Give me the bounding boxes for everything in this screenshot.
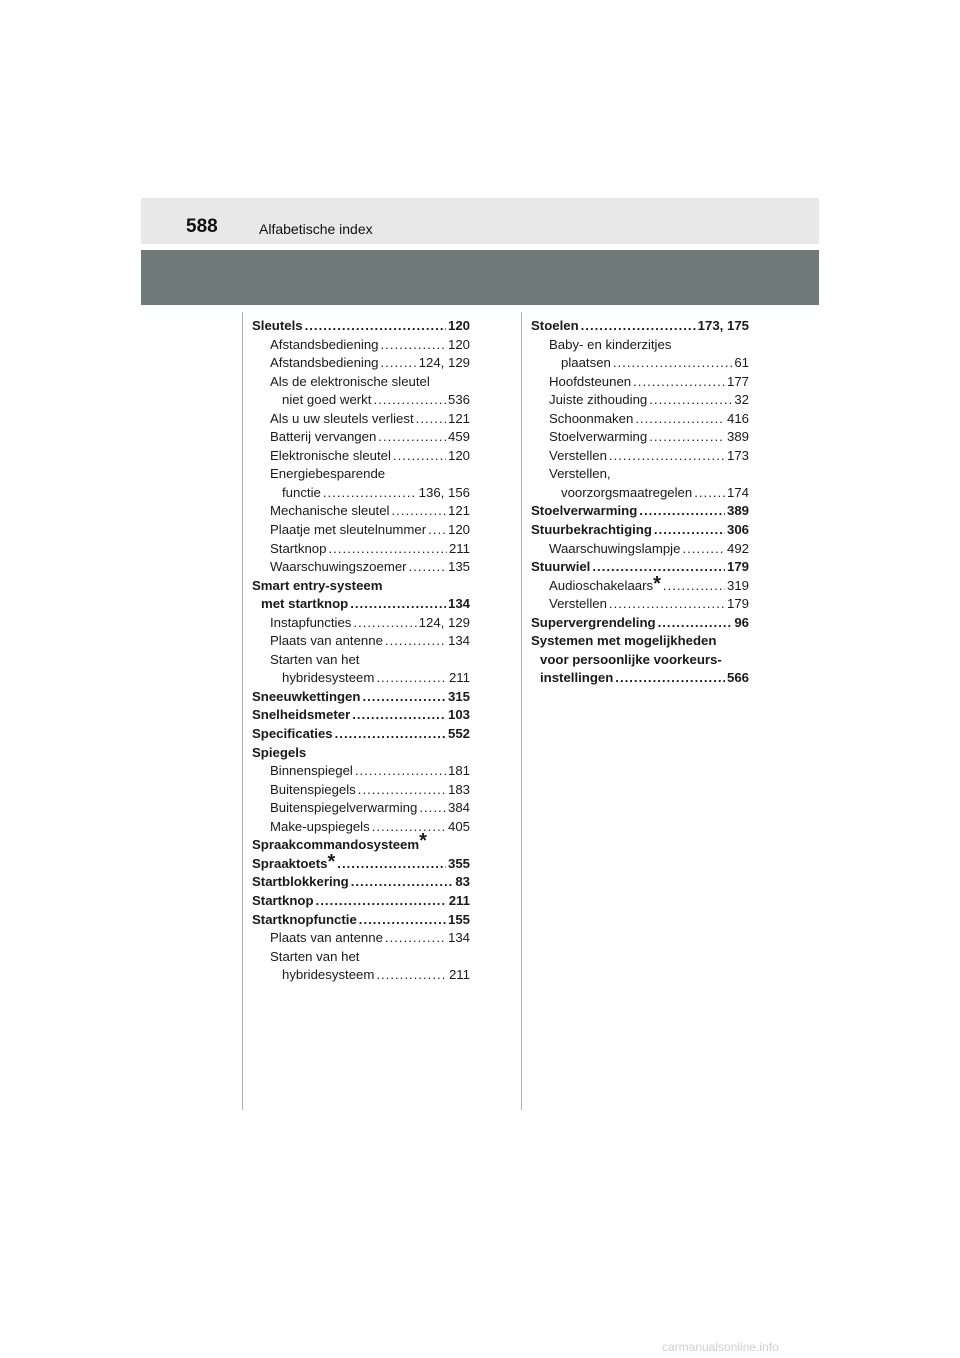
dot-leader	[350, 595, 446, 614]
entry-term: Als u uw sleutels verliest	[270, 410, 414, 426]
page-number: 588	[186, 216, 218, 237]
dot-leader	[609, 595, 725, 614]
dot-leader	[639, 502, 725, 521]
dot-leader	[358, 781, 446, 800]
dot-leader	[419, 799, 446, 818]
index-entry	[252, 688, 470, 707]
entry-term: Sneeuwkettingen	[252, 688, 361, 704]
index-entry	[252, 484, 470, 503]
entry-term: Starten van het	[270, 651, 360, 667]
page-reference: 306	[726, 522, 749, 538]
page-reference: 121	[447, 503, 470, 519]
index-entry	[252, 966, 470, 985]
index-entry	[252, 892, 470, 911]
entry-term: Elektronische sleutel	[270, 447, 391, 463]
dot-leader	[663, 577, 725, 596]
page-reference: 389	[726, 429, 749, 445]
index-entry	[252, 830, 470, 855]
index-entry	[252, 577, 470, 596]
index-entry	[252, 781, 470, 800]
page-reference: 173, 175	[697, 318, 749, 333]
page-reference: 134	[447, 633, 470, 649]
page-reference: 181	[447, 763, 470, 779]
dot-leader	[335, 725, 446, 744]
entry-term: Baby- en kinderzitjes	[549, 336, 672, 352]
dot-leader	[378, 428, 446, 447]
index-entry	[252, 391, 470, 410]
entry-term: Batterij vervangen	[270, 429, 377, 445]
entry-term: Startknopfunctie	[252, 911, 357, 927]
entry-term: Startknop	[252, 892, 314, 908]
page-reference: 384	[447, 800, 470, 816]
page-reference: 405	[447, 818, 470, 834]
index-entry	[531, 502, 749, 521]
entry-term: Supervergrendeling	[531, 614, 656, 630]
entry-term: Sleutels	[252, 318, 303, 333]
dot-leader	[376, 669, 447, 688]
entry-term: Binnenspiegel	[270, 763, 353, 779]
dot-leader	[385, 632, 446, 651]
entry-term: Audioschakelaars	[549, 577, 654, 593]
dot-leader	[381, 354, 417, 373]
index-column-right	[531, 317, 749, 688]
page-reference: 155	[447, 911, 470, 927]
entry-term: Stoelverwarming	[549, 429, 648, 445]
dot-leader	[613, 354, 732, 373]
entry-term: hybridesysteem	[282, 967, 375, 983]
index-entry	[252, 354, 470, 373]
entry-term: plaatsen	[561, 355, 611, 371]
page-reference: 552	[447, 726, 470, 742]
dot-leader	[381, 336, 446, 355]
entry-term: Spiegels	[252, 744, 307, 760]
entry-term: voor persoonlijke voorkeurs-	[540, 651, 722, 667]
index-entry	[252, 465, 470, 484]
index-entry	[252, 744, 470, 763]
page-reference: 416	[726, 410, 749, 426]
page-reference: 179	[726, 559, 749, 575]
entry-term: Buitenspiegelverwarming	[270, 800, 418, 816]
index-entry	[252, 873, 470, 892]
entry-term: Verstellen,	[549, 466, 611, 482]
dot-leader	[305, 317, 446, 336]
page-reference: 459	[447, 429, 470, 445]
dot-leader	[581, 317, 696, 336]
index-entry	[252, 540, 470, 559]
page-reference: 492	[726, 540, 749, 556]
index-entry	[252, 410, 470, 429]
page-reference: 134	[447, 930, 470, 946]
index-entry	[531, 391, 749, 410]
index-entry	[252, 595, 470, 614]
entry-term: Verstellen	[549, 447, 607, 463]
page-reference: 135	[447, 559, 470, 575]
dot-leader	[337, 855, 446, 874]
dot-leader	[353, 614, 416, 633]
page-reference: 566	[726, 670, 749, 686]
page-reference: 174	[726, 484, 749, 500]
entry-term: Buitenspiegels	[270, 781, 356, 797]
index-entry	[531, 317, 749, 336]
dot-leader	[635, 410, 725, 429]
index-entry	[252, 336, 470, 355]
index-entry: Audioschakelaars * ..... 319	[531, 577, 749, 596]
asterisk-marker: *	[419, 830, 427, 853]
entry-term: instellingen	[540, 670, 614, 686]
entry-term: Plaats van antenne	[270, 633, 383, 649]
page-reference: 315	[447, 688, 470, 704]
index-entry	[252, 929, 470, 948]
entry-term: Juiste zithouding	[549, 392, 648, 408]
entry-term: Waarschuwingszoemer	[270, 559, 407, 575]
page-reference: 120	[447, 522, 470, 538]
page-reference: 120	[447, 447, 470, 463]
entry-term: Stuurbekrachtiging	[531, 522, 652, 538]
dot-leader	[351, 873, 454, 892]
page-reference: 179	[726, 596, 749, 612]
index-entry	[531, 428, 749, 447]
page-reference: 96	[734, 614, 749, 630]
dot-leader	[409, 558, 446, 577]
entry-term: Waarschuwingslampje	[549, 540, 681, 556]
entry-term: Afstandsbediening	[270, 336, 379, 352]
index-column-left	[252, 317, 470, 985]
index-entry	[531, 669, 749, 688]
entry-term: Energiebesparende	[270, 466, 386, 482]
page-reference: 83	[455, 874, 470, 890]
entry-term: Snelheidsmeter	[252, 707, 351, 723]
dot-leader	[654, 521, 725, 540]
dot-leader	[359, 911, 446, 930]
dot-leader	[682, 540, 725, 559]
dot-leader	[658, 614, 733, 633]
entry-term: Als de elektronische sleutel	[270, 373, 430, 389]
page-reference: 103	[447, 707, 470, 723]
index-entry	[531, 614, 749, 633]
page-reference: 120	[447, 318, 470, 333]
header-bar	[141, 198, 819, 244]
entry-term: Smart entry-systeem	[252, 577, 383, 593]
page-reference: 124, 129	[418, 614, 470, 630]
index-entry	[252, 911, 470, 930]
entry-term: Stuurwiel	[531, 559, 591, 575]
index-entry	[252, 799, 470, 818]
index-entry	[531, 521, 749, 540]
dot-leader	[609, 447, 725, 466]
dot-leader	[362, 688, 446, 707]
dot-leader	[323, 484, 417, 503]
dot-leader	[352, 706, 446, 725]
entry-term: Instapfuncties	[270, 614, 352, 630]
entry-term: hybridesysteem	[282, 670, 375, 686]
entry-term: niet goed werkt	[282, 392, 372, 408]
page-reference: 183	[447, 781, 470, 797]
column-divider-left	[242, 312, 243, 1110]
index-entry	[252, 669, 470, 688]
index-entry	[531, 373, 749, 392]
dot-leader	[633, 373, 725, 392]
header-band	[141, 250, 819, 305]
entry-term: Schoonmaken	[549, 410, 634, 426]
page-reference: 177	[726, 373, 749, 389]
index-entry	[252, 558, 470, 577]
index-entry	[531, 447, 749, 466]
index-entry	[252, 373, 470, 392]
index-entry	[252, 818, 470, 837]
index-entry	[252, 706, 470, 725]
entry-term: Specificaties	[252, 726, 333, 742]
index-entry	[252, 521, 470, 540]
page-reference: 319	[726, 577, 749, 593]
entry-term: Stoelverwarming	[531, 503, 638, 519]
page-reference: 211	[448, 892, 470, 908]
page-reference: 536	[447, 392, 470, 408]
page-reference: 211	[448, 670, 470, 686]
dot-leader	[355, 762, 446, 781]
entry-term: Plaatje met sleutelnummer	[270, 522, 427, 538]
page-reference: 134	[447, 596, 470, 612]
section-title: Alfabetische index	[259, 221, 373, 237]
index-entry	[252, 632, 470, 651]
index-entry	[252, 614, 470, 633]
entry-term: Make-upspiegels	[270, 818, 370, 834]
page-reference: 121	[447, 410, 470, 426]
index-entry	[531, 558, 749, 577]
page-reference: 211	[448, 967, 470, 983]
page-reference: 211	[448, 540, 470, 556]
dot-leader	[328, 540, 447, 559]
index-entry	[531, 595, 749, 614]
index-entry	[531, 465, 749, 484]
entry-term: Plaats van antenne	[270, 930, 383, 946]
entry-term: voorzorgsmaatregelen	[561, 484, 693, 500]
index-entry	[531, 410, 749, 429]
index-entry	[252, 447, 470, 466]
dot-leader	[615, 669, 725, 688]
index-entry	[531, 354, 749, 373]
dot-leader	[385, 929, 446, 948]
page-reference: 61	[734, 355, 749, 371]
entry-term: Spraaktoets	[252, 855, 328, 871]
entry-term: functie	[282, 484, 321, 500]
index-entry	[252, 762, 470, 781]
dot-leader	[373, 391, 446, 410]
column-divider-right	[521, 312, 522, 1110]
index-entry	[252, 317, 470, 336]
page-reference: 32	[734, 392, 749, 408]
index-entry	[531, 336, 749, 355]
index-entry	[531, 632, 749, 651]
entry-term: Hoofdsteunen	[549, 373, 632, 389]
page-reference: 136, 156	[418, 484, 470, 500]
dot-leader	[428, 521, 446, 540]
entry-term: Startblokkering	[252, 874, 349, 890]
index-entry	[252, 502, 470, 521]
page-reference: 389	[726, 503, 749, 519]
entry-term: Stoelen	[531, 318, 579, 333]
dot-leader	[416, 410, 446, 429]
index-entry: Spraaktoets * ..... 355	[252, 855, 470, 874]
index-entry	[252, 651, 470, 670]
page-reference: 120	[447, 336, 470, 352]
index-entry	[531, 540, 749, 559]
page-reference: 124, 129	[418, 355, 470, 371]
dot-leader	[376, 966, 447, 985]
entry-term: Startknop	[270, 540, 327, 556]
dot-leader	[649, 428, 725, 447]
index-entry	[531, 651, 749, 670]
entry-term: Afstandsbediening	[270, 355, 379, 371]
index-entry	[252, 948, 470, 967]
entry-term: Spraakcommandosysteem	[252, 837, 420, 853]
dot-leader	[316, 892, 447, 911]
dot-leader	[649, 391, 732, 410]
dot-leader	[393, 447, 446, 466]
page-reference: 355	[447, 855, 470, 871]
dot-leader	[372, 818, 446, 837]
dot-leader	[392, 502, 446, 521]
index-entry	[252, 725, 470, 744]
entry-term: met startknop	[261, 596, 349, 612]
entry-term: Verstellen	[549, 596, 607, 612]
entry-term: Mechanische sleutel	[270, 503, 390, 519]
watermark: carmanualsonline.info	[662, 1340, 779, 1354]
entry-term: Systemen met mogelijkheden	[531, 633, 717, 649]
index-entry	[531, 484, 749, 503]
page-reference: 173	[726, 447, 749, 463]
entry-term: Starten van het	[270, 948, 360, 964]
dot-leader	[694, 484, 725, 503]
index-entry	[252, 428, 470, 447]
